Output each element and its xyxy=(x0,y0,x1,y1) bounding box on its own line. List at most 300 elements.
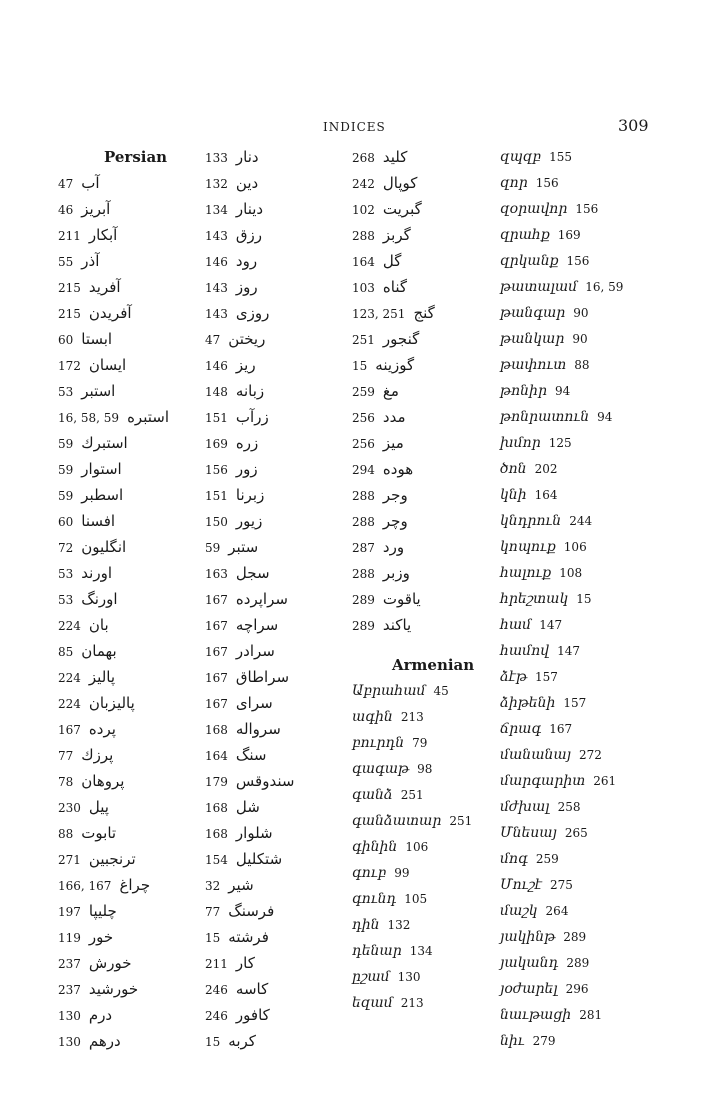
index-entry-pages: 59 xyxy=(58,463,74,477)
index-entry-word: آذر xyxy=(81,252,100,270)
index-entry-pages: 215 xyxy=(58,281,81,295)
index-entry xyxy=(205,404,320,430)
index-entry-word: համ xyxy=(500,617,532,633)
index-entry-pages: 172 xyxy=(58,359,81,373)
index-entry-pages: 154 xyxy=(205,853,228,867)
index-entry-word: մոգ xyxy=(500,851,528,867)
index-entry-word: ترنجبین xyxy=(88,850,136,868)
index-entry xyxy=(205,560,320,586)
index-entry xyxy=(58,196,208,222)
index-entry xyxy=(500,274,670,300)
index-entry-pages: 156 xyxy=(205,463,228,477)
index-entry xyxy=(352,222,487,248)
index-entry-pages: 79 xyxy=(412,736,428,750)
index-entry-pages: 151 xyxy=(205,411,228,425)
index-entry xyxy=(205,716,320,742)
index-entry-word: اورند xyxy=(81,564,112,582)
index-entry xyxy=(352,912,487,938)
index-entry-word: سرای xyxy=(235,694,273,712)
index-entry xyxy=(500,950,670,976)
index-entry-word: گبریت xyxy=(382,200,422,218)
index-entry xyxy=(205,924,320,950)
index-entry-word: ستبر xyxy=(228,538,259,556)
index-entry-pages: 246 xyxy=(205,1009,228,1023)
index-entry-pages: 47 xyxy=(205,333,221,347)
index-entry-word: Աբրահամ xyxy=(352,683,426,699)
index-entry-word: հալուք xyxy=(500,565,552,581)
index-entry-word: مدد xyxy=(382,408,406,426)
index-entry xyxy=(205,300,320,326)
index-entry xyxy=(58,1002,208,1028)
index-entry xyxy=(205,456,320,482)
index-entry-word: آفرید xyxy=(88,278,121,296)
index-entry-word: شتکلیل xyxy=(235,850,283,868)
index-entry-pages: 256 xyxy=(352,411,375,425)
persian-column-1 xyxy=(58,144,208,1054)
index-entry-pages: 130 xyxy=(58,1009,81,1023)
index-entry-pages: 60 xyxy=(58,515,74,529)
index-entry xyxy=(58,378,208,404)
index-entry-word: پرده xyxy=(88,720,116,738)
index-entry xyxy=(205,820,320,846)
index-entry-word: سرواله xyxy=(235,720,281,738)
index-entry-pages: 132 xyxy=(205,177,228,191)
index-entry xyxy=(500,456,670,482)
index-entry-word: կնդրուն xyxy=(500,513,562,529)
index-entry-pages: 77 xyxy=(58,749,74,763)
index-entry xyxy=(352,860,487,886)
index-entry-word: میز xyxy=(382,434,404,452)
index-entry xyxy=(352,990,487,1016)
index-entry-pages: 99 xyxy=(394,866,410,880)
index-entry xyxy=(58,872,208,898)
index-entry xyxy=(352,248,487,274)
index-entry-pages: 151 xyxy=(205,489,228,503)
index-entry-word: գագաթ xyxy=(352,761,410,777)
index-entry xyxy=(500,560,670,586)
index-entry-pages: 289 xyxy=(352,593,375,607)
index-entry xyxy=(205,612,320,638)
index-entry xyxy=(58,638,208,664)
index-entry-pages: 202 xyxy=(534,462,558,476)
index-entry-word: درم xyxy=(88,1006,113,1024)
index-entry-pages: 147 xyxy=(539,618,563,632)
index-entry-word: چراغ xyxy=(119,876,151,894)
index-entry-pages: 289 xyxy=(566,956,590,970)
index-entry-pages: 156 xyxy=(535,176,559,190)
index-entry-pages: 53 xyxy=(58,385,74,399)
index-entry-word: ایسان xyxy=(88,356,127,374)
index-entry-pages: 288 xyxy=(352,489,375,503)
index-entry-word: ճրագ xyxy=(500,721,542,737)
index-entry-pages: 279 xyxy=(532,1034,556,1048)
index-entry-pages: 281 xyxy=(579,1008,603,1022)
index-entry-word: ابستا xyxy=(81,330,113,348)
index-entry-pages: 167 xyxy=(549,722,573,736)
index-entry-pages: 59 xyxy=(205,541,221,555)
index-entry-pages: 119 xyxy=(58,931,81,945)
index-entry-pages: 53 xyxy=(58,593,74,607)
index-entry-word: նաւթացի xyxy=(500,1007,572,1023)
index-entry-word: روزی xyxy=(235,304,270,322)
index-entry xyxy=(58,612,208,638)
index-entry-pages: 88 xyxy=(58,827,74,841)
index-entry-pages: 164 xyxy=(205,749,228,763)
index-entry-pages: 167 xyxy=(205,671,228,685)
index-entry xyxy=(205,950,320,976)
index-entry-pages: 72 xyxy=(58,541,74,555)
index-entry-pages: 167 xyxy=(205,619,228,633)
index-entry xyxy=(205,144,320,170)
index-entry-word: թափուտ xyxy=(500,357,567,373)
index-entry-pages: 167 xyxy=(205,697,228,711)
index-entry-word: յակինթ xyxy=(500,929,556,945)
index-entry xyxy=(352,834,487,860)
index-entry-word: ورد xyxy=(382,538,405,556)
index-entry-pages: 55 xyxy=(58,255,74,269)
index-entry-word: թոնիր xyxy=(500,383,547,399)
index-entry-word: մարգարիտ xyxy=(500,773,586,789)
index-entry xyxy=(500,1028,670,1054)
index-entry-pages: 156 xyxy=(575,202,599,216)
index-entry xyxy=(500,430,670,456)
index-entry-pages: 130 xyxy=(397,970,421,984)
index-entry-word: زرآب xyxy=(235,408,269,426)
index-entry xyxy=(500,612,670,638)
index-entry-word: թոնրատուն xyxy=(500,409,590,425)
index-entry xyxy=(500,872,670,898)
index-entry xyxy=(205,508,320,534)
index-entry-pages: 288 xyxy=(352,567,375,581)
index-entry-word: سنگ xyxy=(235,746,267,764)
index-entry-word: هوده xyxy=(382,460,414,478)
index-entry xyxy=(58,430,208,456)
index-entry-word: بهمان xyxy=(81,642,117,660)
index-entry-pages: 15 xyxy=(205,931,221,945)
index-entry-word: استوار xyxy=(81,460,122,478)
page-header-title: INDICES xyxy=(323,120,386,134)
index-entry-pages: 78 xyxy=(58,775,74,789)
index-entry-word: ریختن xyxy=(228,330,266,348)
index-entry-pages: 296 xyxy=(565,982,589,996)
index-entry-pages: 259 xyxy=(535,852,559,866)
index-entry-pages: 88 xyxy=(574,358,590,372)
index-entry-pages: 251 xyxy=(449,814,473,828)
index-entry-word: افسنا xyxy=(81,512,116,530)
persian-armenian-column-3 xyxy=(352,144,487,1016)
index-entry-pages: 272 xyxy=(579,748,602,762)
index-entry xyxy=(352,560,487,586)
index-entry-pages: 133 xyxy=(205,151,228,165)
index-entry xyxy=(205,768,320,794)
index-entry xyxy=(352,808,487,834)
index-entry-word: گنجور xyxy=(382,330,420,348)
index-entry-pages: 167 xyxy=(205,645,228,659)
index-entry-word: دنار xyxy=(235,148,259,166)
index-entry-pages: 289 xyxy=(352,619,375,633)
index-entry-pages: 213 xyxy=(400,710,424,724)
index-entry xyxy=(500,326,670,352)
index-entry-pages: 123, 251 xyxy=(352,307,406,321)
index-entry-word: خور xyxy=(88,928,114,946)
index-entry-pages: 211 xyxy=(205,957,228,971)
index-entry-pages: 15 xyxy=(576,592,592,606)
index-entry xyxy=(352,782,487,808)
index-entry-pages: 134 xyxy=(205,203,228,217)
index-entry-word: اسطبر xyxy=(81,486,124,504)
index-entry-pages: 242 xyxy=(352,177,375,191)
index-entry xyxy=(58,846,208,872)
index-entry xyxy=(352,756,487,782)
index-entry-pages: 59 xyxy=(58,489,74,503)
index-entry xyxy=(352,274,487,300)
index-entry-word: ձէթ xyxy=(500,669,528,685)
index-entry xyxy=(205,1002,320,1028)
index-entry xyxy=(500,690,670,716)
index-entry xyxy=(58,924,208,950)
index-entry xyxy=(205,170,320,196)
index-entry xyxy=(500,794,670,820)
index-entry-word: سجل xyxy=(235,564,270,582)
index-entry-word: հրեշտակ xyxy=(500,591,569,607)
index-entry-word: گربز xyxy=(382,226,411,244)
index-entry-word: دین xyxy=(235,174,259,192)
index-entry xyxy=(58,716,208,742)
index-entry xyxy=(352,170,487,196)
index-entry xyxy=(58,404,208,430)
index-entry-word: գունդ xyxy=(352,891,397,907)
index-entry-word: یاکند xyxy=(382,616,412,634)
index-entry-word: سندوقس xyxy=(235,772,295,790)
index-entry xyxy=(58,456,208,482)
index-entry-word: فرشته xyxy=(228,928,269,946)
index-entry-pages: 132 xyxy=(387,918,411,932)
index-entry-pages: 275 xyxy=(550,878,573,892)
index-entry-word: նիւ xyxy=(500,1033,525,1049)
index-entry-word: յօժարել xyxy=(500,981,558,997)
index-entry-pages: 146 xyxy=(205,255,228,269)
index-entry xyxy=(500,378,670,404)
index-entry-pages: 108 xyxy=(559,566,583,580)
index-entry-word: زور xyxy=(235,460,258,478)
index-entry xyxy=(205,222,320,248)
index-entry-word: թատալամ xyxy=(500,279,578,295)
index-entry-pages: 155 xyxy=(549,150,572,164)
index-entry-word: درهم xyxy=(88,1032,121,1050)
index-entry xyxy=(500,352,670,378)
index-entry-word: գուբ xyxy=(352,865,387,881)
index-entry-pages: 94 xyxy=(554,384,571,398)
index-entry-word: آبریز xyxy=(81,200,111,218)
index-entry-word: کربه xyxy=(228,1032,256,1050)
index-entry-word: وجر xyxy=(382,486,408,504)
index-entry xyxy=(205,638,320,664)
index-entry-pages: 90 xyxy=(572,332,588,346)
index-entry xyxy=(205,976,320,1002)
index-entry-word: զօրավոր xyxy=(500,201,568,217)
index-entry xyxy=(500,196,670,222)
index-entry-pages: 163 xyxy=(205,567,228,581)
index-entry-pages: 265 xyxy=(564,826,588,840)
index-entry-pages: 103 xyxy=(352,281,375,295)
index-entry-pages: 264 xyxy=(545,904,569,918)
index-entry-word: کافور xyxy=(235,1006,270,1024)
index-entry-word: Մնեսայ xyxy=(500,825,557,841)
index-entry-pages: 289 xyxy=(563,930,587,944)
index-entry xyxy=(500,898,670,924)
index-entry xyxy=(500,664,670,690)
index-entry-pages: 15 xyxy=(352,359,368,373)
index-entry-word: յականդ xyxy=(500,955,559,971)
index-entry xyxy=(205,534,320,560)
index-entry-pages: 215 xyxy=(58,307,81,321)
index-entry-word: համով xyxy=(500,643,550,659)
index-entry-pages: 16, 58, 59 xyxy=(58,411,120,425)
index-entry-word: شلوار xyxy=(235,824,273,842)
index-entry-pages: 287 xyxy=(352,541,375,555)
index-entry xyxy=(58,482,208,508)
index-entry-word: فرسنگ xyxy=(228,902,275,920)
index-entry-pages: 143 xyxy=(205,307,228,321)
index-entry xyxy=(205,664,320,690)
index-entry-word: وچر xyxy=(382,512,408,530)
index-entry xyxy=(500,924,670,950)
index-entry-word: զոր xyxy=(500,175,528,191)
index-entry-pages: 224 xyxy=(58,697,81,711)
index-entry-word: سراطاق xyxy=(235,668,290,686)
index-entry-pages: 179 xyxy=(205,775,228,789)
index-entry-word: մաշկ xyxy=(500,903,538,919)
index-entry-pages: 169 xyxy=(205,437,228,451)
index-entry xyxy=(352,352,487,378)
index-entry-word: چلیپا xyxy=(88,902,117,920)
index-entry-word: کار xyxy=(235,954,255,972)
index-entry-pages: 150 xyxy=(205,515,228,529)
index-entry xyxy=(500,404,670,430)
index-entry-word: դենար xyxy=(352,943,402,959)
index-entry-pages: 146 xyxy=(205,359,228,373)
index-entry xyxy=(500,144,670,170)
index-entry xyxy=(58,326,208,352)
index-entry-pages: 53 xyxy=(58,567,74,581)
index-entry xyxy=(58,664,208,690)
index-entry-word: գինին xyxy=(352,839,398,855)
index-entry-pages: 259 xyxy=(352,385,375,399)
index-entry-word: آب xyxy=(81,174,100,192)
index-entry-word: ձիթենի xyxy=(500,695,556,711)
index-entry-pages: 32 xyxy=(205,879,221,893)
index-entry-word: زره xyxy=(235,434,259,452)
index-entry-pages: 77 xyxy=(205,905,221,919)
index-entry-word: ծոն xyxy=(500,461,527,477)
index-entry-word: գանձ xyxy=(352,787,393,803)
index-entry-pages: 237 xyxy=(58,983,81,997)
index-entry-pages: 224 xyxy=(58,671,81,685)
index-entry-word: ըշամ xyxy=(352,969,390,985)
index-entry xyxy=(500,976,670,1002)
index-entry-pages: 256 xyxy=(352,437,375,451)
index-entry-word: گوزینه xyxy=(375,356,415,374)
index-entry-word: զրկանք xyxy=(500,253,559,269)
index-entry-pages: 211 xyxy=(58,229,81,243)
index-entry-word: انگلیون xyxy=(81,538,127,556)
index-entry xyxy=(58,248,208,274)
index-entry xyxy=(205,326,320,352)
index-entry-pages: 168 xyxy=(205,723,228,737)
index-entry xyxy=(58,170,208,196)
index-entry-word: بان xyxy=(88,616,109,634)
index-entry-pages: 47 xyxy=(58,177,74,191)
index-entry xyxy=(352,534,487,560)
index-entry-word: آفریدن xyxy=(88,304,132,322)
index-entry xyxy=(352,964,487,990)
index-entry-pages: 164 xyxy=(534,488,558,502)
index-entry xyxy=(205,898,320,924)
index-entry xyxy=(500,716,670,742)
index-entry xyxy=(205,690,320,716)
index-entry-word: شل xyxy=(235,798,260,816)
index-entry xyxy=(500,1002,670,1028)
index-entry-pages: 105 xyxy=(404,892,428,906)
index-entry xyxy=(352,326,487,352)
index-entry xyxy=(500,768,670,794)
index-entry xyxy=(352,508,487,534)
index-entry-word: پالیز xyxy=(88,668,116,686)
index-entry xyxy=(352,430,487,456)
index-entry xyxy=(205,742,320,768)
index-entry-pages: 237 xyxy=(58,957,81,971)
index-entry-word: մժխալ xyxy=(500,799,550,815)
index-entry-pages: 125 xyxy=(548,436,572,450)
index-entry-word: کلید xyxy=(382,148,408,166)
index-entry xyxy=(352,586,487,612)
index-entry-pages: 168 xyxy=(205,801,228,815)
index-entry xyxy=(58,898,208,924)
index-entry xyxy=(205,794,320,820)
index-entry-pages: 224 xyxy=(58,619,81,633)
index-entry-word: گناه xyxy=(382,278,408,296)
index-entry-word: կնի xyxy=(500,487,527,503)
index-entry xyxy=(500,300,670,326)
persian-section-heading: Persian xyxy=(104,148,168,166)
index-entry-word: سرادر xyxy=(235,642,275,660)
index-entry xyxy=(500,586,670,612)
index-entry-word: ریز xyxy=(235,356,256,374)
index-entry xyxy=(500,638,670,664)
index-entry xyxy=(58,820,208,846)
index-entry-pages: 143 xyxy=(205,281,228,295)
index-entry-pages: 15 xyxy=(205,1035,221,1049)
index-entry-word: دینار xyxy=(235,200,264,218)
index-entry-pages: 85 xyxy=(58,645,74,659)
index-entry-pages: 156 xyxy=(566,254,590,268)
index-entry xyxy=(205,482,320,508)
index-entry xyxy=(352,196,487,222)
index-entry-pages: 261 xyxy=(593,774,617,788)
index-entry xyxy=(500,508,670,534)
index-entry-pages: 147 xyxy=(557,644,581,658)
index-entry-word: پروهان xyxy=(81,772,125,790)
index-entry xyxy=(58,950,208,976)
index-entry xyxy=(58,274,208,300)
index-entry-word: گل xyxy=(382,252,402,270)
index-entry-pages: 106 xyxy=(405,840,429,854)
index-entry xyxy=(58,352,208,378)
index-entry xyxy=(205,352,320,378)
index-entry xyxy=(58,742,208,768)
index-entry-pages: 94 xyxy=(597,410,613,424)
index-entry-word: گنج xyxy=(413,304,435,322)
